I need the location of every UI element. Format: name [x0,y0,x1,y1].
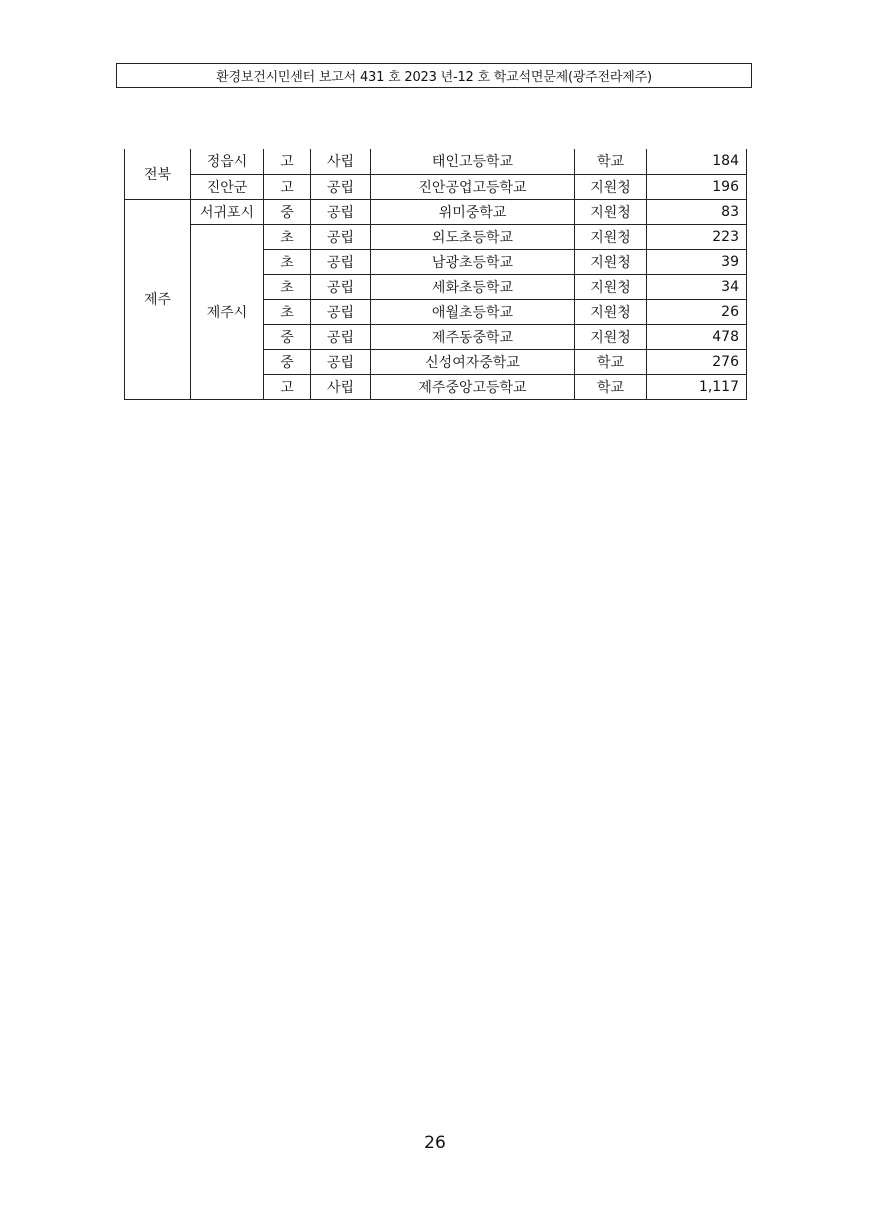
jurisdiction-cell: 지원청 [575,224,647,249]
school-cell: 제주동중학교 [371,324,575,349]
count-cell: 26 [647,299,747,324]
count-cell: 223 [647,224,747,249]
count-cell: 196 [647,174,747,199]
school-cell: 애월초등학교 [371,299,575,324]
jurisdiction-cell: 지원청 [575,299,647,324]
school-cell: 외도초등학교 [371,224,575,249]
school-cell: 세화초등학교 [371,274,575,299]
type-cell: 공립 [311,274,371,299]
type-cell: 공립 [311,299,371,324]
type-cell: 사립 [311,374,371,399]
school-asbestos-table [124,149,747,400]
school-cell: 진안공업고등학교 [371,174,575,199]
city-cell: 서귀포시 [191,199,264,224]
type-cell: 공립 [311,224,371,249]
school-cell: 제주중앙고등학교 [371,374,575,399]
region-cell: 제주 [125,199,191,399]
count-cell: 1,117 [647,374,747,399]
jurisdiction-cell: 지원청 [575,324,647,349]
city-cell: 제주시 [191,224,264,399]
school-cell: 태인고등학교 [371,149,575,174]
count-cell: 34 [647,274,747,299]
jurisdiction-cell: 학교 [575,149,647,174]
count-cell: 83 [647,199,747,224]
level-cell: 고 [264,149,311,174]
city-cell: 정읍시 [191,149,264,174]
table-row [125,199,747,224]
level-cell: 중 [264,349,311,374]
jurisdiction-cell: 지원청 [575,199,647,224]
region-cell: 전북 [125,149,191,199]
type-cell: 공립 [311,349,371,374]
level-cell: 초 [264,274,311,299]
jurisdiction-cell: 지원청 [575,274,647,299]
level-cell: 중 [264,324,311,349]
city-cell: 진안군 [191,174,264,199]
report-header: 환경보건시민센터 보고서 431 호 2023 년-12 호 학교석면문제(광주전라제주) [116,63,752,88]
level-cell: 중 [264,199,311,224]
type-cell: 공립 [311,324,371,349]
count-cell: 276 [647,349,747,374]
table-row [125,149,747,174]
type-cell: 공립 [311,174,371,199]
jurisdiction-cell: 학교 [575,374,647,399]
school-cell: 위미중학교 [371,199,575,224]
school-cell: 남광초등학교 [371,249,575,274]
level-cell: 초 [264,249,311,274]
table-row [125,174,747,199]
level-cell: 고 [264,174,311,199]
type-cell: 사립 [311,149,371,174]
count-cell: 184 [647,149,747,174]
count-cell: 39 [647,249,747,274]
jurisdiction-cell: 학교 [575,349,647,374]
level-cell: 초 [264,299,311,324]
table-row [125,224,747,249]
count-cell: 478 [647,324,747,349]
jurisdiction-cell: 지원청 [575,249,647,274]
school-cell: 신성여자중학교 [371,349,575,374]
type-cell: 공립 [311,199,371,224]
page-number: 26 [424,1133,446,1153]
level-cell: 초 [264,224,311,249]
jurisdiction-cell: 지원청 [575,174,647,199]
type-cell: 공립 [311,249,371,274]
level-cell: 고 [264,374,311,399]
